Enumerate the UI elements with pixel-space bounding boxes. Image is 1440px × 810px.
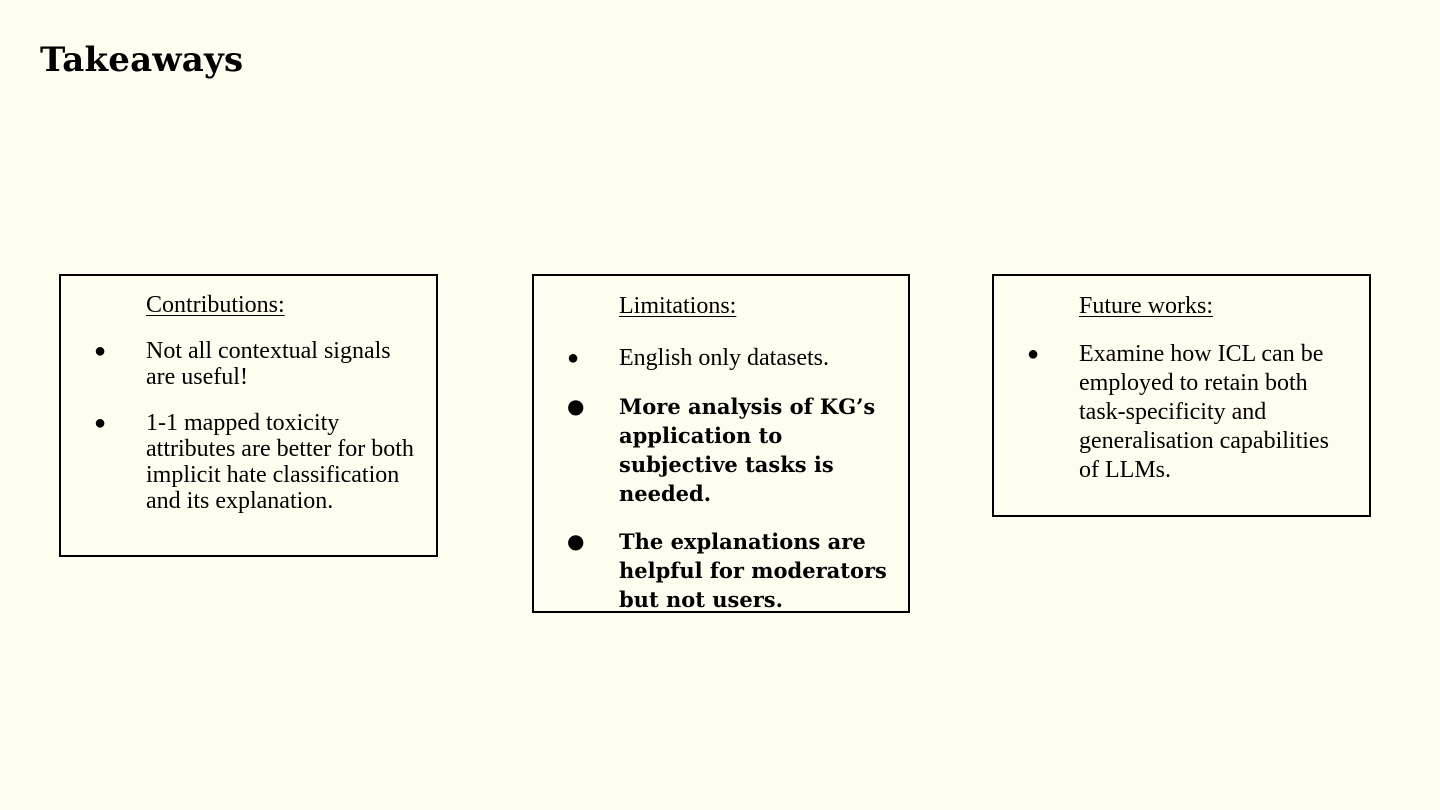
future-works-list [994,340,1369,485]
bullet-icon: ● [567,529,585,553]
future-works-card [992,274,1371,517]
bullet-icon: ● [567,394,585,418]
list-item [61,338,436,390]
list-item-text: Not all contextual signals are useful! [146,338,391,390]
list-item [61,410,436,514]
list-item-text: English only datasets. [619,345,829,371]
bullet-icon: ● [94,412,107,434]
list-item-text: Examine how ICL can be employed to retain both task-specificity and generalisation capabilities of LLMs. [1079,341,1329,483]
bullet-icon: ● [1027,343,1040,365]
limitations-heading: Limitations: [619,293,737,319]
contributions-card [59,274,438,557]
list-item-text: 1-1 mapped toxicity attributes are better for both implicit hate classification and its explanation. [146,410,414,514]
limitations-card [532,274,910,613]
list-item [534,527,908,614]
list-item-text: More analysis of KG’s application to subjective tasks is needed. [619,394,876,506]
slide-title: Takeaways [40,40,244,80]
limitations-list [534,344,908,614]
bullet-icon: ● [94,340,107,362]
contributions-list [61,338,436,514]
bullet-icon: ● [567,347,580,369]
list-item [534,392,908,508]
future-works-heading: Future works: [1079,293,1213,319]
list-item [534,344,908,373]
list-item [994,340,1369,485]
contributions-heading: Contributions: [146,292,285,318]
list-item-text: The explanations are helpful for moderators but not users. [619,529,887,612]
